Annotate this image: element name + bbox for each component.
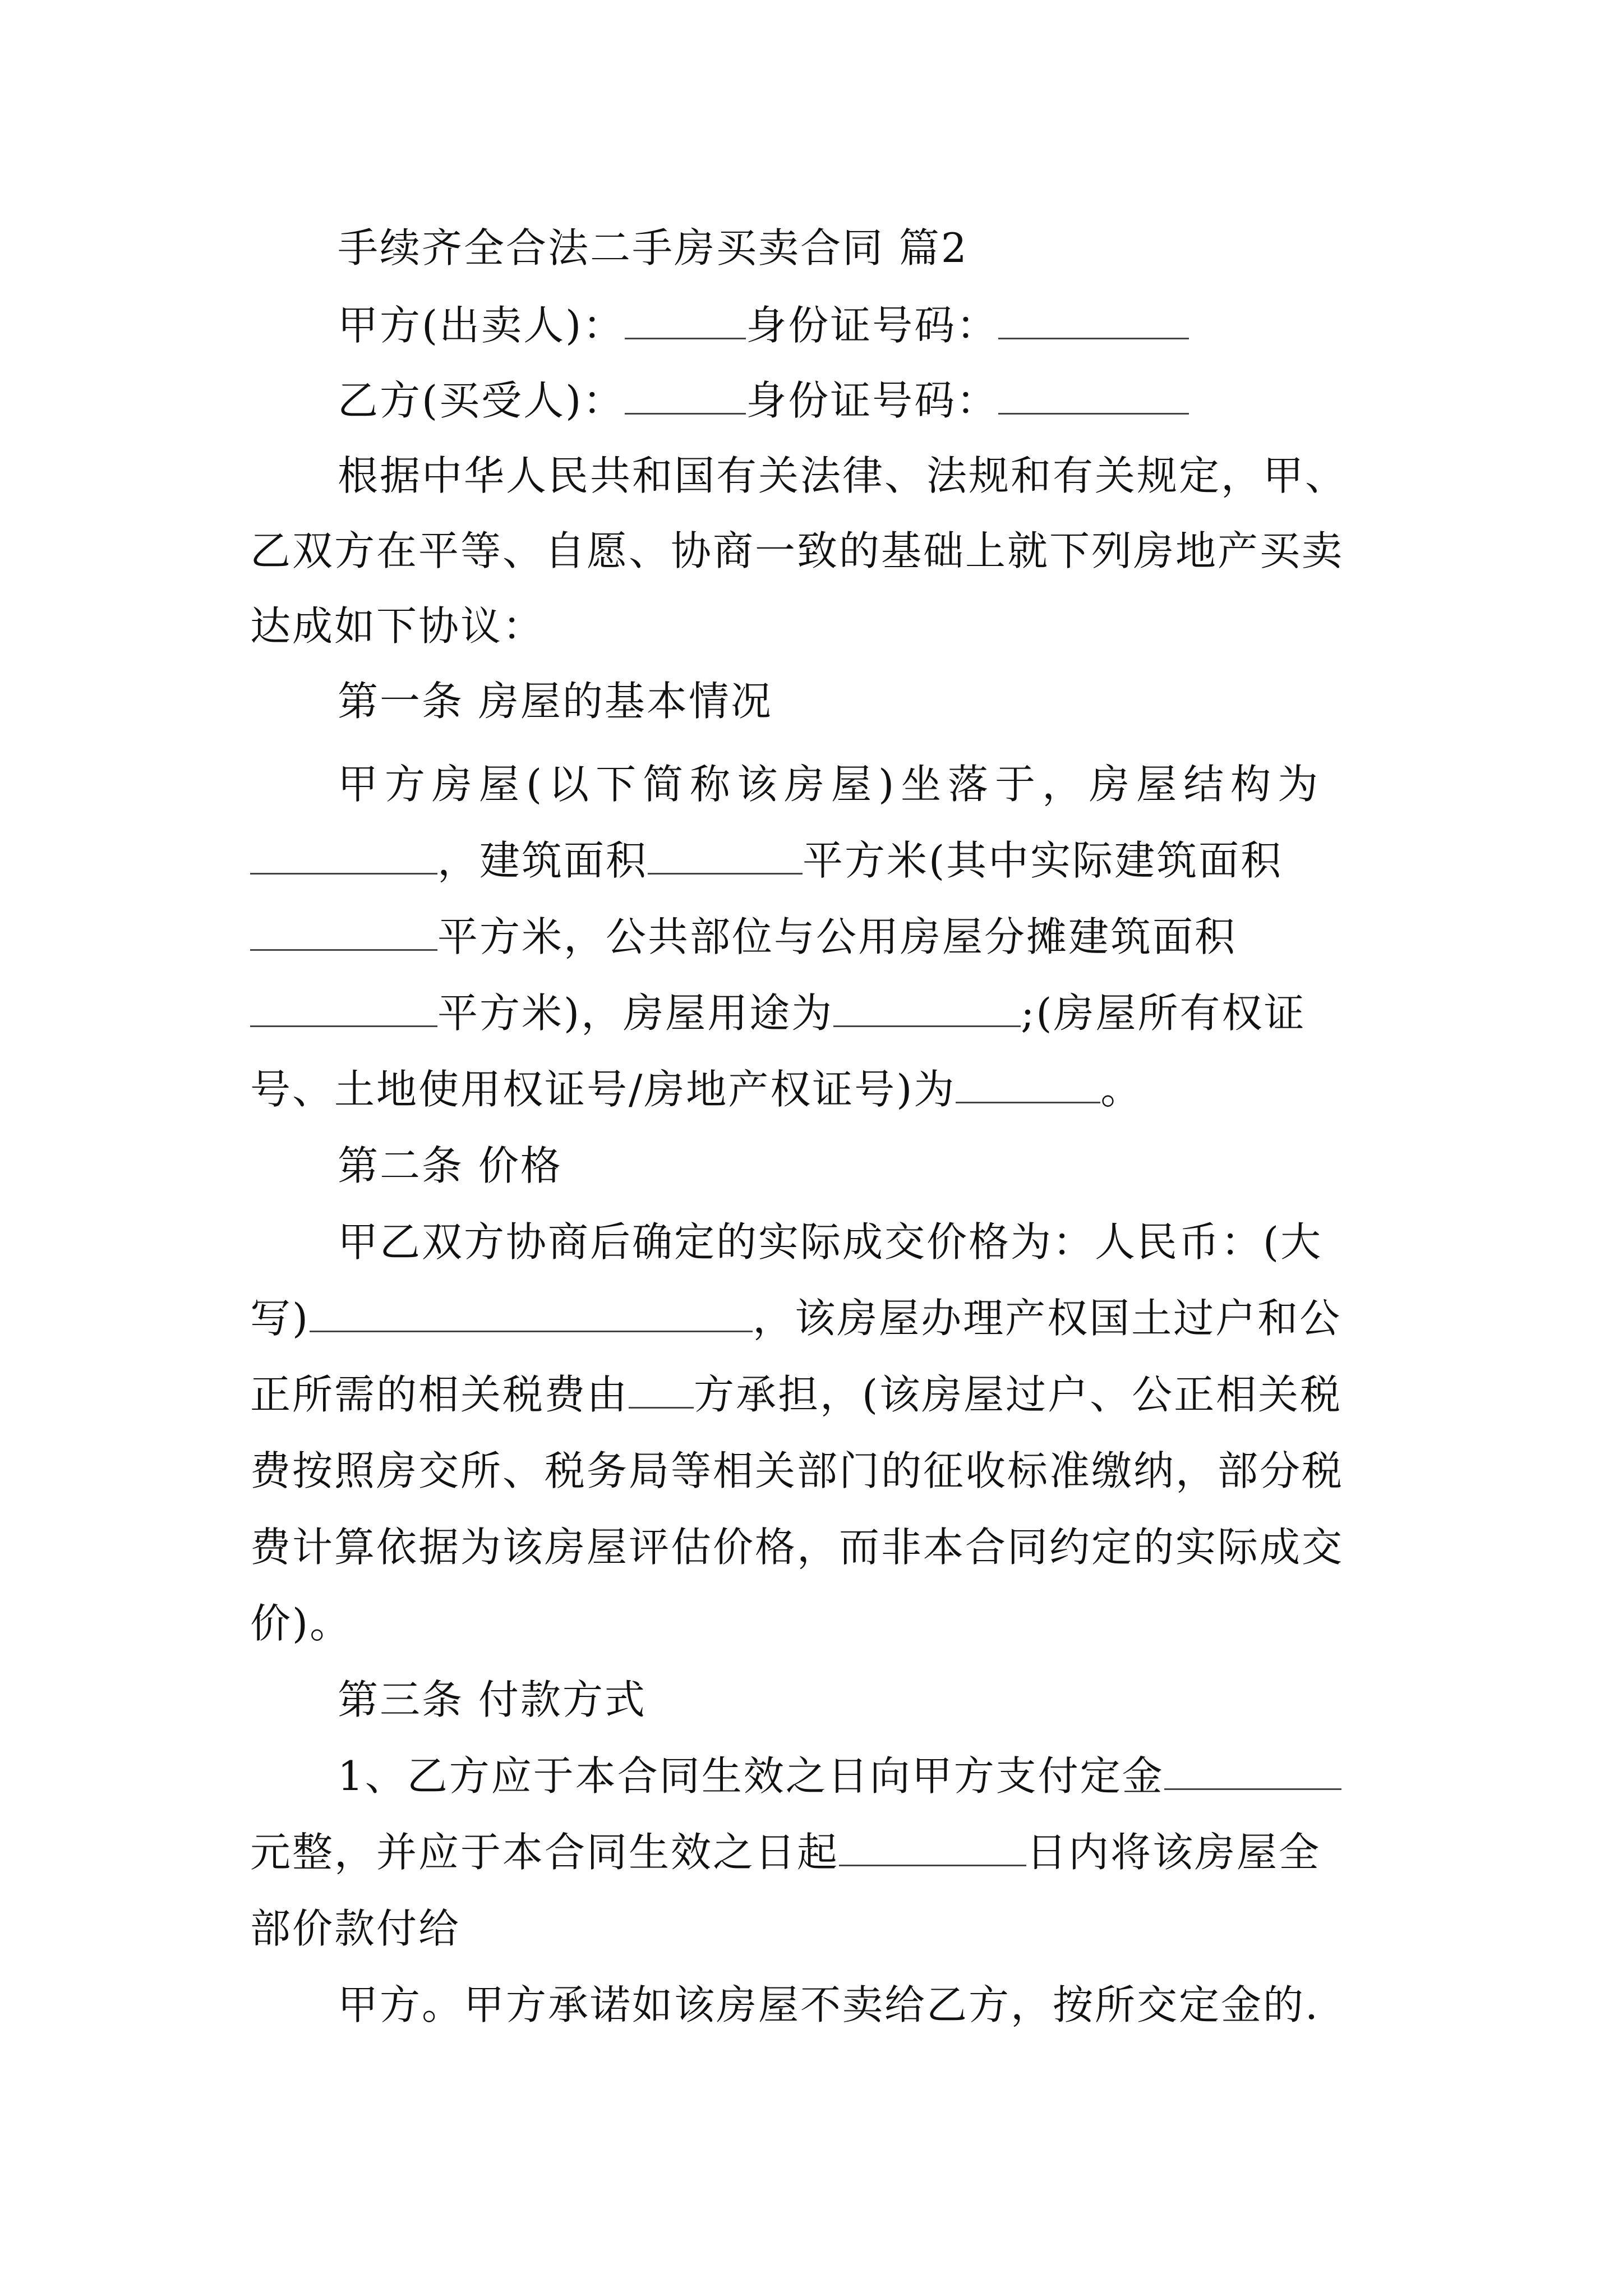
article-2-line-3: 正所需的相关税费由 方承担，(该房屋过户、公正相关税 [250,1371,1343,1418]
party-a-line: 甲方(出卖人)： 身份证号码： [338,298,1389,352]
article-2-heading: 第二条 价格 [338,1142,562,1189]
intro-line-3: 达成如下协议： [250,602,545,650]
article-1-line-1: 甲方房屋(以下简称该房屋)坐落于，房屋结构为 [338,761,1325,808]
article-1-heading: 第一条 房屋的基本情况 [338,678,773,725]
payment-days-blank [839,1828,1026,1866]
actual-area-blank [250,912,437,951]
house-use-blank [833,988,1021,1027]
structure-blank [250,836,437,875]
article-3-line-3: 部价款付给 [250,1905,461,1952]
party-b-name-blank [625,376,746,415]
intro-line-1: 根据中华人民共和国有关法律、法规和有关规定，甲、 [338,452,1348,499]
article-1-line-2: ，建筑面积 平方米(其中实际建筑面积 [250,834,1389,887]
article-3-line-2: 元整，并应于本合同生效之日起 日内将该房屋全 [250,1829,1321,1876]
article-2-line-5: 费计算依据为该房屋评估价格，而非本合同约定的实际成交 [250,1524,1344,1571]
party-a-id-blank [998,301,1189,339]
intro-line-2: 乙双方在平等、自愿、协商一致的基础上就下列房地产买卖 [250,527,1344,574]
party-b-id-blank [998,376,1189,415]
tax-party-blank [629,1370,694,1409]
article-3-line-4: 甲方。甲方承诺如该房屋不卖给乙方，按所交定金的. [338,1981,1320,2028]
article-2-line-4: 费按照房交所、税务局等相关部门的征收标准缴纳，部分税 [250,1447,1344,1494]
article-1-line-4: 平方米)，房屋用途为 ;(房屋所有权证 [250,986,1389,1040]
article-1-line-5: 号、土地使用权证号/房地产权证号)为 。 [250,1066,1143,1113]
article-3-line-1: 1、乙方应于本合同生效之日向甲方支付定金 [338,1749,1389,1803]
article-2-line-2: 写) ，该房屋办理产权国土过户和公 [250,1295,1342,1342]
party-a-name-blank [625,301,746,339]
article-3-heading: 第三条 付款方式 [338,1676,647,1723]
article-1-line-3: 平方米，公共部位与公用房屋分摊建筑面积 [250,910,1389,964]
certificate-number-blank [956,1065,1100,1103]
shared-area-blank [250,988,437,1027]
party-b-line: 乙方(买受人)： 身份证号码： [338,374,1389,427]
building-area-blank [648,836,803,875]
deposit-amount-blank [1164,1751,1341,1790]
article-2-line-1: 甲乙双方协商后确定的实际成交价格为：人民币：(大 [338,1218,1323,1266]
article-2-line-6: 价)。 [250,1600,352,1647]
document-title: 手续齐全合法二手房买卖合同 篇2 [338,224,969,272]
price-in-words-blank [310,1294,753,1332]
